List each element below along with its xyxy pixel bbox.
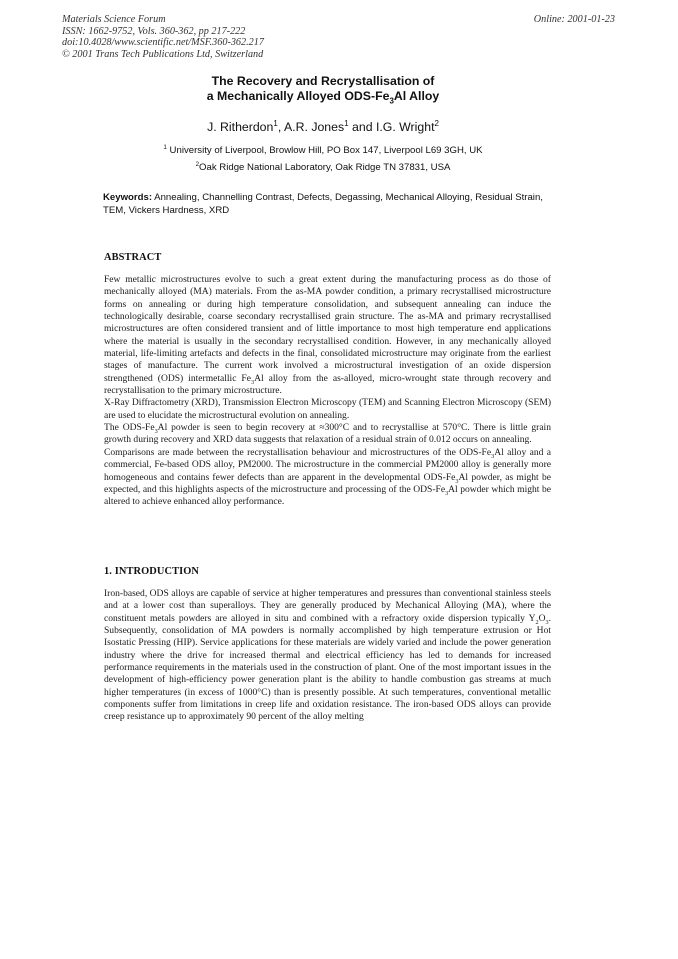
text-run: O [538,612,546,624]
introduction-paragraph-1 [104,588,551,724]
text-run: . Subsequently, consolidation of MA powders is normally accomplished by high temperature extrusion or Hot Isostatic Pressing (HIP). Service applications for these materials are widely varied and include the power generation industry where the drive for increased thermal and electrical efficiency has led to demands for increased performance requirements in the materials used in the construction of plant. One of the most important issues in the development of high-efficiency power generation plant is the ability to handle combustion gas streams at much higher temperatures (in excess of 1000°C) than is presently possible. At such temperatures, conventional metallic components suffer from limitations in creep life and oxidation resistance. The iron-based ODS alloys can provide creep resistance up to approximately 90 percent of the alloy melting [104,612,551,723]
subscript: 3 [455,477,459,485]
copyright-line: © 2001 Trans Tech Publications Ltd, Switzerland [62,48,264,60]
keywords-text: Annealing, Channelling Contrast, Defects, Degassing, Mechanical Alloying, Residual Strain, TEM, Vickers Hardness, XRD [103,192,543,216]
abstract-body [104,274,551,509]
keywords-label: Keywords: [103,192,153,203]
text-run: Al alloy from the as-alloyed, micro-wrought state through recovery and recrystallisation to the primary microstructure. [104,372,551,397]
subscript: 3 [154,428,158,436]
affiliation-number: 2 [195,160,200,168]
text-run: The ODS-Fe [104,422,155,434]
text-run: Iron-based, ODS alloys are capable of service at higher temperatures and pressures than conventional stainless steels and at a lower cost than superalloys. They are generally produced by Mechanical Alloying (MA), where the constituent metals powders are alloyed in situ and combined with a refractory oxide dispersion typically Y [104,588,551,624]
title-line-2 [104,89,542,104]
affiliation-number: 1 [163,143,167,151]
journal-header [62,14,264,60]
author-list [104,120,542,134]
author-name: J. Ritherdon [207,120,274,134]
author-name: , A.R. Jones [277,120,345,134]
issn-line: ISSN: 1662-9752, Vols. 360-362, pp 217-222 [62,25,246,37]
affiliation-marker: 1 [273,118,278,128]
author-name: and I.G. Wright [348,120,435,134]
title-subscript: 3 [389,96,394,106]
subscript: 3 [250,378,255,386]
abstract-paragraph-2: X-Ray Diffractometry (XRD), Transmission Electron Microscopy (TEM) and Scanning Electron Microscopy (SEM) are used to elucidate the microstructural evolution on annealing. [104,397,551,421]
affiliation-1 [104,145,542,156]
text-run: Few metallic microstructures evolve to such a great extent during the manufacturing process as do those of mechanically alloyed (MA) materials. From the as-MA powder condition, a primary recrystallised microstructure forms on annealing or during high temperature consolidation, and subsequent annealing can induce the technologically desirable, coarse secondary recrystallised grain structure. The as-MA and primary recrystallised microstructures are often considered transient and of little importance to most high temperature end applications where the material is usually in the secondary recrystallised condition. However, in any mechanically alloyed material, life-limiting artefacts and defects in the final, consolidated microstructure may originate from the earliest stages of manufacture. The current work involved a microstructural investigation of an oxide dispersion strengthened (ODS) intermetallic Fe [104,274,551,384]
affiliation-marker: 1 [344,118,349,128]
title-text: Al Alloy [393,89,440,104]
abstract-paragraph-4 [104,447,551,509]
title-text: a Mechanically Alloyed ODS-Fe [206,89,390,104]
subscript: 2 [535,618,539,626]
text-run: Al powder, as might be expected, and this highlights aspects of the microstructure and processing of the ODS-Fe [104,471,551,495]
subscript: 3 [491,452,495,460]
text-run: Al powder which might be altered to achieve enhanced alloy performance. [104,483,551,508]
keywords [103,192,553,218]
abstract-paragraph-1 [104,274,551,397]
journal-name: Materials Science Forum [62,14,166,25]
title-line-1: The Recovery and Recrystallisation of [211,74,435,88]
affiliation-text: University of Liverpool, Browlow Hill, PO Box 147, Liverpool L69 3GH, UK [166,145,483,156]
subscript: 3 [445,489,449,497]
affiliation-2 [104,162,542,173]
affiliation-marker: 2 [434,118,439,128]
affiliation-text: Oak Ridge National Laboratory, Oak Ridge TN 37831, USA [199,162,451,173]
abstract-heading: ABSTRACT [104,252,162,263]
introduction-heading: 1. INTRODUCTION [104,566,200,577]
text-run: Comparisons are made between the recrystallisation behaviour and microstructures of the ODS-Fe [104,446,492,458]
paper-title [104,74,542,105]
text-run: Al alloy and a commercial, Fe-based ODS alloy, PM2000. The microstructure in the commercial PM2000 alloy is generally more homogeneous and contains fewer defects than are apparent in the developmental ODS-Fe [104,446,551,483]
introduction-body [104,588,551,724]
online-date: Online: 2001-01-23 [533,14,615,25]
subscript: 3 [545,618,549,626]
abstract-paragraph-3 [104,422,551,447]
doi-line: doi:10.4028/www.scientific.net/MSF.360-362.217 [62,37,264,49]
text-run: Al powder is seen to begin recovery at ≈300°C and to recrystallise at 570°C. There is little grain growth during recovery and XRD data suggests that relaxation of a residual strain of 0.012 occurs on annealing. [104,422,551,446]
